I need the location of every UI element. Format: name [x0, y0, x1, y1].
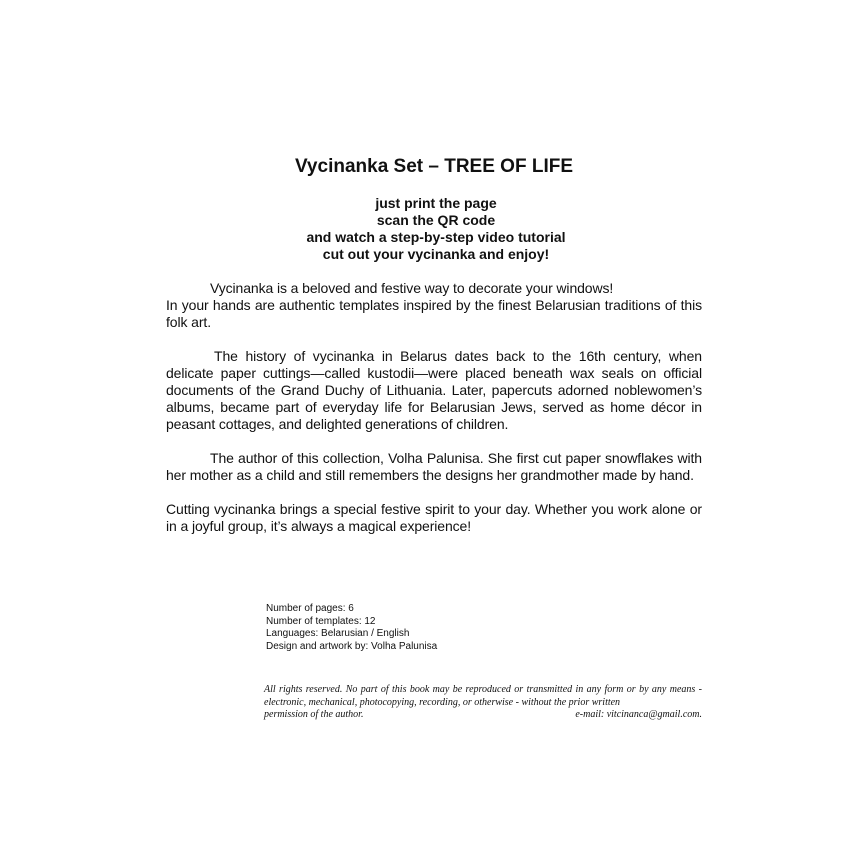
instruction-line: and watch a step-by-step video tutorial: [306, 229, 566, 245]
page-title: Vycinanka Set – TREE OF LIFE: [294, 156, 574, 177]
instruction-line: just print the page: [375, 195, 497, 211]
paragraph-intro-first-line: Vycinanka is a beloved and festive way to decorate your windows!: [210, 280, 614, 296]
instructions-block: [0, 195, 850, 263]
templates-count: Number of templates: 12: [266, 615, 376, 627]
body-text: [166, 280, 702, 552]
book-details: [266, 603, 437, 653]
paragraph-closing: Cutting vycinanka brings a special festive spirit to your day. Whether you work alone or in a joyful group, it’s always a magical experience!: [166, 501, 702, 534]
paragraph-intro: [166, 280, 702, 331]
instruction-line: cut out your vycinanka and enjoy!: [322, 246, 550, 262]
copyright-notice: [264, 684, 702, 722]
instruction-line: scan the QR code: [376, 212, 496, 228]
copyright-last-line: [264, 709, 702, 722]
paragraph-intro-rest: In your hands are authentic templates inspired by the finest Belarusian traditions of this folk art.: [166, 297, 702, 330]
contact-email: e-mail: vitcinanca@gmail.com.: [575, 709, 702, 720]
pages-count: Number of pages: 6: [266, 603, 354, 614]
paragraph-history: The history of vycinanka in Belarus dates back to the 16th century, when delicate paper cuttings—called kustodii—were placed beneath wax seals on official documents of the Grand Duchy of Lithuania. Later, papercuts adorned noblewomen’s albums, became part of everyday life for Belarusian Jews, served as home décor in peasant cottages, and delighted generations of children.: [166, 348, 702, 432]
paragraph-author: The author of this collection, Volha Palunisa. She first cut paper snowflakes with her mother as a child and still remembers the designs her grandmother made by hand.: [166, 450, 702, 483]
copyright-permission: permission of the author.: [264, 709, 364, 720]
languages: Languages: Belarusian / English: [266, 628, 410, 639]
design-credit: Design and artwork by: Volha Palunisa: [266, 640, 438, 652]
copyright-text: All rights reserved. No part of this book may be reproduced or transmitted in any form or by any means - electronic, mechanical, photocopying, recording, or otherwise - without the prior written: [264, 684, 702, 708]
